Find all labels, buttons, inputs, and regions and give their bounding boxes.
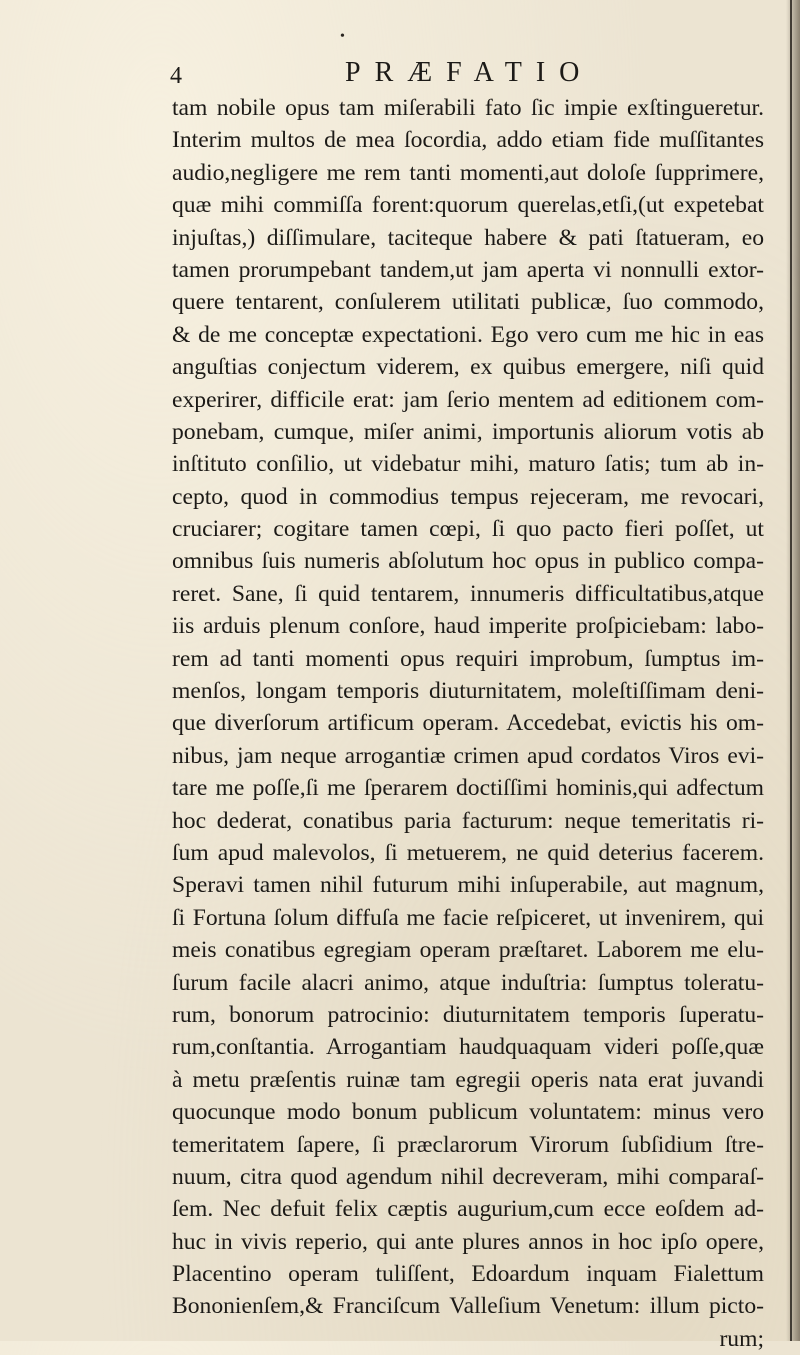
text-line: quere tentarent, conſulerem utilitati publicæ, ſuo commodo, xyxy=(172,289,764,316)
catchword: rum; xyxy=(719,1325,764,1352)
text-line: tamen prorumpebant tandem,ut jam aperta vi nonnulli extor- xyxy=(172,256,764,283)
text-line: injuſtas,) diſſimulare, taciteque habere & pati ſtatueram, eo xyxy=(172,224,764,251)
text-line: à metu præſentis ruinæ tam egregii operis nata erat juvandi xyxy=(172,1066,764,1093)
text-line: hoc dederat, conatibus paria facturum: neque temeritatis ri- xyxy=(172,807,764,834)
text-line: quocunque modo bonum publicum voluntatem: minus vero xyxy=(172,1099,764,1126)
text-line: nuum, citra quod agendum nihil decreveram, mihi comparaſ- xyxy=(172,1163,764,1190)
text-line: Bononienſem,& Franciſcum Valleſium Venetum: illum picto- xyxy=(172,1293,764,1320)
text-line: anguſtias conjectum viderem, ex quibus emergere, niſi quid xyxy=(172,354,764,381)
text-line: Speravi tamen nihil futurum mihi inſuperabile, aut magnum, xyxy=(172,872,764,899)
text-line: experirer, difficile erat: jam ſerio mentem ad editionem com- xyxy=(172,386,764,413)
text-line: tam nobile opus tam miſerabili fato ſic impie exſtingueretur. xyxy=(172,95,764,121)
text-line: ſem. Nec defuit felix cæptis augurium,cum ecce eoſdem ad- xyxy=(172,1196,764,1223)
page-header xyxy=(170,54,760,94)
text-line: audio,negligere me rem tanti momenti,aut doloſe ſupprimere, xyxy=(172,159,764,186)
text-line: que diverſorum artificum operam. Accedebat, evictis his om- xyxy=(172,710,764,737)
page-edge-shadow xyxy=(786,0,800,1341)
text-line: huc in vivis reperio, qui ante plures annos in hoc ipſo opere, xyxy=(172,1228,764,1255)
page-edge-line xyxy=(790,0,792,1341)
ornament-mark: • xyxy=(340,29,345,44)
text-line: inſtituto conſilio, ut videbatur mihi, maturo ſatis; tum ab in- xyxy=(172,451,764,478)
text-line: nibus, jam neque arrogantiæ crimen apud cordatos Viros evi- xyxy=(172,742,764,769)
text-line: menſos, longam temporis diuturnitatem, moleſtiſſimam deni- xyxy=(172,678,764,705)
text-line: tare me poſſe,ſi me ſperarem doctiſſimi hominis,qui adfectum xyxy=(172,775,764,802)
running-title: PRÆFATIO xyxy=(345,57,594,88)
text-line: rem ad tanti momenti opus requiri improbum, ſumptus im- xyxy=(172,645,764,672)
text-line: Interim multos de mea ſocordia, addo etiam fide muſſitantes xyxy=(172,127,764,154)
text-line: ſum apud malevolos, ſi metuerem, ne quid deterius facerem. xyxy=(172,839,764,866)
text-line: cruciarer; cogitare tamen cœpi, ſi quo pacto fieri poſſet, ut xyxy=(172,516,764,543)
text-line: & de me conceptæ expectationi. Ego vero cum me hic in eas xyxy=(172,321,764,348)
text-line: rum,conſtantia. Arrogantiam haudquaquam videri poſſe,quæ xyxy=(172,1034,764,1061)
text-line: Placentino operam tuliſſent, Edoardum inquam Fialettum xyxy=(172,1261,764,1288)
text-line: quæ mihi commiſſa forent:quorum querelas,etſi,(ut expetebat xyxy=(172,192,764,219)
text-line: meis conatibus egregiam operam præſtaret. Laborem me elu- xyxy=(172,937,764,964)
page-number: 4 xyxy=(170,63,182,89)
body-text xyxy=(172,92,764,1355)
text-line: ſurum facile alacri animo, atque induſtria: ſumptus toleratu- xyxy=(172,969,764,996)
text-line: cepto, quod in commodius tempus rejeceram, me revocari, xyxy=(172,483,764,510)
text-line: reret. Sane, ſi quid tentarem, innumeris difficultatibus,atque xyxy=(172,580,764,607)
text-line: ponebam, cumque, miſer animi, importunis aliorum votis ab xyxy=(172,418,764,445)
text-line: iis arduis plenum conſore, haud imperite proſpiciebam: labo- xyxy=(172,613,764,640)
text-line: omnibus ſuis numeris abſolutum hoc opus in publico compa- xyxy=(172,548,764,575)
text-line: temeritatem ſapere, ſi præclarorum Virorum ſubſidium ſtre- xyxy=(172,1131,764,1158)
text-line: ſi Fortuna ſolum diffuſa me facie reſpiceret, ut invenirem, qui xyxy=(172,904,764,931)
text-line: rum, bonorum patrocinio: diuturnitatem temporis ſuperatu- xyxy=(172,1001,764,1028)
